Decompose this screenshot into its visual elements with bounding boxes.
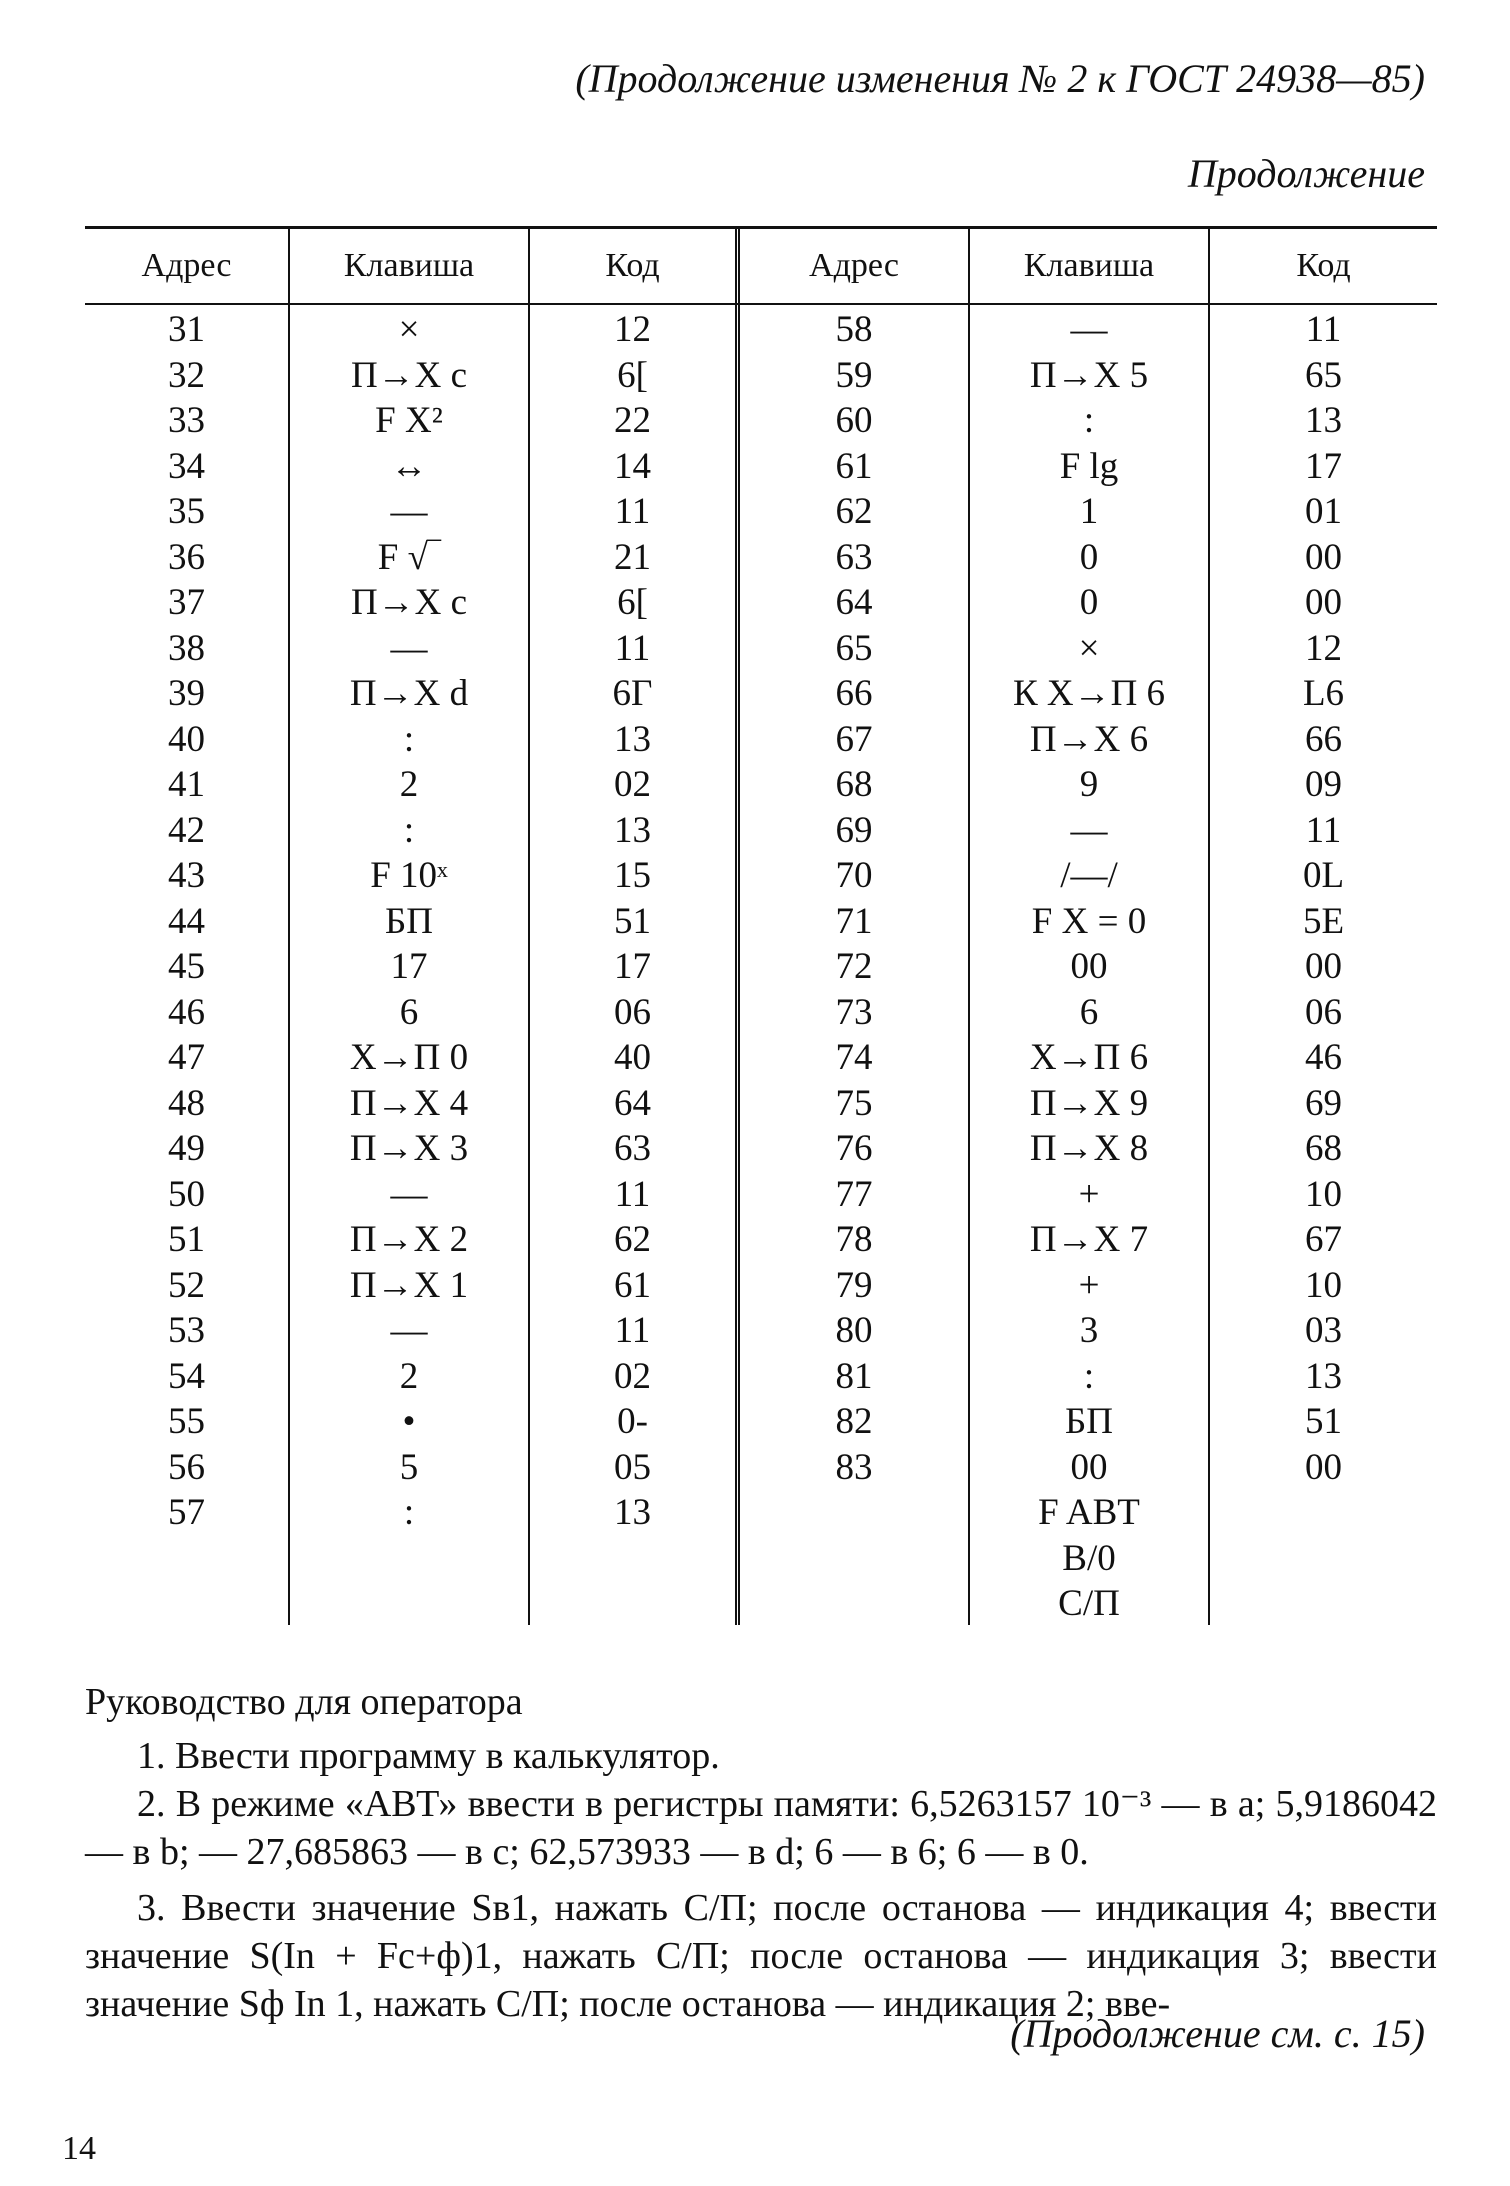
table-cell: 5E	[1302, 900, 1345, 942]
table-cell: 17	[1305, 445, 1342, 487]
table-cell: П→X c	[350, 354, 468, 396]
table-cell: —	[1070, 309, 1108, 350]
table-cell: :	[403, 1492, 415, 1533]
table-cell: 00	[1305, 1446, 1342, 1488]
table-cell: ×	[1078, 627, 1100, 669]
table-cell: 9	[1079, 764, 1099, 805]
table-cell: 44	[168, 900, 205, 942]
table-cell: F 10ˣ	[370, 855, 448, 896]
table-cell: 6[	[617, 354, 648, 396]
table-cell: ↔	[390, 445, 428, 487]
table-cell: X→П 0	[349, 1037, 469, 1078]
table-cell: 45	[168, 946, 205, 987]
table-cell: 0L	[1302, 855, 1345, 896]
table-header-row	[85, 229, 1437, 303]
table-cell: 62	[614, 1219, 651, 1260]
table-cell: 13	[614, 718, 651, 760]
table-cell: П→X 7	[1029, 1219, 1149, 1260]
continuation-note: (Продолжение см. с. 15)	[1010, 2011, 1425, 2056]
table-cell: F √‾	[377, 536, 441, 578]
table-cell: X→П 6	[1029, 1037, 1149, 1078]
table-cell: 03	[1305, 1310, 1342, 1351]
table-cell: 57	[168, 1492, 205, 1533]
table-cell: 1	[1079, 491, 1099, 532]
table-cell: 10	[1305, 1264, 1342, 1306]
table-cell: ×	[398, 309, 420, 350]
table-cell: 74	[835, 1037, 873, 1078]
table-cell: 64	[614, 1082, 651, 1124]
table-cell: 13	[614, 1492, 651, 1533]
table-cell: 00	[1305, 536, 1342, 578]
table-cell: 66	[835, 673, 873, 714]
table-cell: 06	[1305, 991, 1342, 1033]
table-cell: 65	[1305, 354, 1342, 396]
table-cell: —	[390, 627, 428, 669]
table-cell: П→X 2	[349, 1219, 469, 1260]
table-cell: L6	[1302, 673, 1345, 714]
table-cell: 68	[1305, 1128, 1342, 1169]
column-address-left	[85, 305, 290, 1625]
table-cell: 67	[835, 718, 873, 760]
table-cell: 72	[835, 946, 873, 987]
table-cell: :	[1083, 1355, 1095, 1397]
table-cell: 42	[168, 809, 205, 851]
table-cell: 50	[168, 1173, 205, 1215]
table-cell: 00	[1070, 1446, 1108, 1488]
table-cell: 39	[168, 673, 205, 714]
column-code-left	[530, 305, 740, 1625]
table-body	[85, 305, 1437, 1625]
table-cell: 00	[1305, 582, 1342, 623]
table-cell: 11	[614, 1173, 651, 1215]
table-cell: 10	[1305, 1173, 1342, 1215]
table-cell: 60	[835, 400, 873, 441]
table-cell: 11	[614, 1310, 651, 1351]
table-cell: 62	[835, 491, 873, 532]
table-cell: 56	[168, 1446, 205, 1488]
table-cell: 11	[614, 627, 651, 669]
guide-step-3: 3. Ввести значение Sв1, нажать С/П; после останова — индикация 4; ввести значение S(In + Fс+ф)1, нажать С/П; после останова — индикация 3; ввести значение Sф In 1, нажать С/П; после останова — индикация 2; вве-	[85, 1887, 1437, 2025]
table-cell: 61	[614, 1264, 651, 1306]
table-cell: 17	[390, 946, 428, 987]
table-cell: 54	[168, 1355, 205, 1397]
table-cell: 63	[614, 1128, 651, 1169]
table-cell: 59	[835, 354, 873, 396]
table-cell: —	[390, 1310, 428, 1351]
table-cell: F X = 0	[1031, 900, 1147, 942]
header-code-left: Код	[530, 229, 740, 303]
table-cell: 68	[835, 764, 873, 805]
table-cell: 15	[614, 855, 651, 896]
table-cell: F X²	[375, 400, 443, 441]
table-cell: 41	[168, 764, 205, 805]
header-key-right: Клавиша	[970, 229, 1210, 303]
table-cell: +	[1078, 1264, 1100, 1306]
table-continuation-label: Продолжение	[1187, 151, 1425, 196]
header-address-left: Адрес	[85, 229, 290, 303]
table-cell: 3	[1079, 1310, 1099, 1351]
table-cell: 09	[1305, 764, 1342, 805]
table-cell: 6	[1079, 991, 1099, 1033]
table-cell: 02	[614, 1355, 651, 1397]
table-cell: 63	[835, 536, 873, 578]
column-code-right	[1210, 305, 1437, 1625]
table-cell: 70	[835, 855, 873, 896]
table-cell: 69	[835, 809, 873, 851]
table-cell: 82	[835, 1401, 873, 1442]
column-address-right	[740, 305, 970, 1625]
table-cell: —	[390, 1173, 428, 1215]
table-cell: 0-	[617, 1401, 648, 1442]
header-key-left: Клавиша	[290, 229, 530, 303]
table-cell: 0	[1079, 536, 1099, 578]
header-address-right: Адрес	[740, 229, 970, 303]
table-cell: П→X 8	[1029, 1128, 1149, 1169]
table-cell: П→X 6	[1029, 718, 1149, 760]
table-cell: 81	[835, 1355, 873, 1397]
guide-step-2: 2. В режиме «АВТ» ввести в регистры памяти: 6,5263157 10⁻³ — в a; 5,9186042 — в b; — 27,685863 — в c; 62,573933 — в d; 6 — в 6; 6 — в 0.	[85, 1783, 1437, 1873]
table-cell: 2	[399, 1355, 419, 1397]
operator-guide-title: Руководство для оператора	[85, 1681, 523, 1723]
table-cell: 6	[399, 991, 419, 1033]
table-cell: П→X c	[350, 582, 468, 623]
table-cell: П→X 3	[349, 1128, 469, 1169]
table-cell: 01	[1305, 491, 1342, 532]
table-cell: 73	[835, 991, 873, 1033]
table-cell: 05	[614, 1446, 651, 1488]
table-cell: 53	[168, 1310, 205, 1351]
table-cell: 76	[835, 1128, 873, 1169]
table-cell: 80	[835, 1310, 873, 1351]
table-cell: 14	[614, 445, 651, 487]
table-cell: 79	[835, 1264, 873, 1306]
table-cell: 51	[168, 1219, 205, 1260]
table-cell: 34	[168, 445, 205, 487]
table-cell: 55	[168, 1401, 205, 1442]
column-key-left	[290, 305, 530, 1625]
table-cell: 17	[614, 946, 651, 987]
table-cell: 52	[168, 1264, 205, 1306]
table-cell: 36	[168, 536, 205, 578]
table-cell: П→X 5	[1029, 354, 1149, 396]
page-number: 14	[62, 2130, 96, 2167]
table-cell: 33	[168, 400, 205, 441]
table-cell: П→X 4	[349, 1082, 469, 1124]
table-cell: 47	[168, 1037, 205, 1078]
table-cell: 51	[1305, 1401, 1342, 1442]
table-cell: 5	[399, 1446, 419, 1488]
table-cell: 35	[168, 491, 205, 532]
table-cell: 46	[1305, 1037, 1342, 1078]
table-cell: БП	[1065, 1401, 1113, 1442]
table-cell: 00	[1305, 946, 1342, 987]
table-cell: П→X 9	[1029, 1082, 1149, 1124]
table-cell: 78	[835, 1219, 873, 1260]
table-cell: 61	[835, 445, 873, 487]
table-cell: 69	[1305, 1082, 1342, 1124]
table-cell: 43	[168, 855, 205, 896]
program-table	[85, 226, 1437, 1625]
table-cell: /—/	[1060, 855, 1118, 896]
document-header: (Продолжение изменения № 2 к ГОСТ 24938—85)	[575, 56, 1425, 101]
table-cell: F ABT	[1038, 1492, 1140, 1533]
table-cell: 0	[1079, 582, 1099, 623]
table-cell: 46	[168, 991, 205, 1033]
table-cell: 21	[614, 536, 651, 578]
column-key-right	[970, 305, 1210, 1625]
table-cell: 06	[614, 991, 651, 1033]
table-cell: 11	[1305, 309, 1342, 350]
table-cell: •	[402, 1401, 416, 1442]
table-cell: 37	[168, 582, 205, 623]
table-cell: 66	[1305, 718, 1342, 760]
table-cell: 38	[168, 627, 205, 669]
table-cell: 2	[399, 764, 419, 805]
table-cell: 83	[835, 1446, 873, 1488]
table-cell: 77	[835, 1173, 873, 1215]
table-cell: B/0	[1062, 1537, 1116, 1579]
table-cell: 58	[835, 309, 873, 350]
table-cell: :	[403, 809, 415, 851]
table-cell: 64	[835, 582, 873, 623]
table-cell: 11	[1305, 809, 1342, 851]
table-cell: 65	[835, 627, 873, 669]
table-cell: :	[1083, 400, 1095, 441]
table-cell: 49	[168, 1128, 205, 1169]
table-cell: :	[403, 718, 415, 760]
table-cell: F lg	[1059, 445, 1119, 487]
table-cell: 13	[614, 809, 651, 851]
table-cell: С/П	[1058, 1583, 1120, 1624]
table-cell: 12	[1305, 627, 1342, 669]
table-cell: 75	[835, 1082, 873, 1124]
table-cell: —	[1070, 809, 1108, 851]
table-cell: П→X d	[349, 673, 469, 714]
table-cell: 32	[168, 354, 205, 396]
table-cell: К X→П 6	[1012, 673, 1166, 714]
table-cell: 11	[614, 491, 651, 532]
table-cell: 00	[1070, 946, 1108, 987]
table-cell: БП	[385, 900, 433, 942]
table-cell: 12	[614, 309, 651, 350]
table-cell: 6Г	[612, 673, 653, 714]
table-cell: 51	[614, 900, 651, 942]
table-cell: 13	[1305, 1355, 1342, 1397]
table-cell: 6[	[617, 582, 648, 623]
table-cell: 13	[1305, 400, 1342, 441]
table-cell: +	[1078, 1173, 1100, 1215]
table-cell: П→X 1	[349, 1264, 469, 1306]
table-cell: 71	[835, 900, 873, 942]
table-cell: —	[390, 491, 428, 532]
table-cell: 40	[168, 718, 205, 760]
table-cell: 40	[614, 1037, 651, 1078]
table-cell: 02	[614, 764, 651, 805]
table-cell: 48	[168, 1082, 205, 1124]
table-cell: 31	[168, 309, 205, 350]
table-cell: 67	[1305, 1219, 1342, 1260]
table-cell: 22	[614, 400, 651, 441]
guide-step-1: 1. Ввести программу в калькулятор.	[137, 1735, 720, 1777]
header-code-right: Код	[1296, 247, 1351, 284]
